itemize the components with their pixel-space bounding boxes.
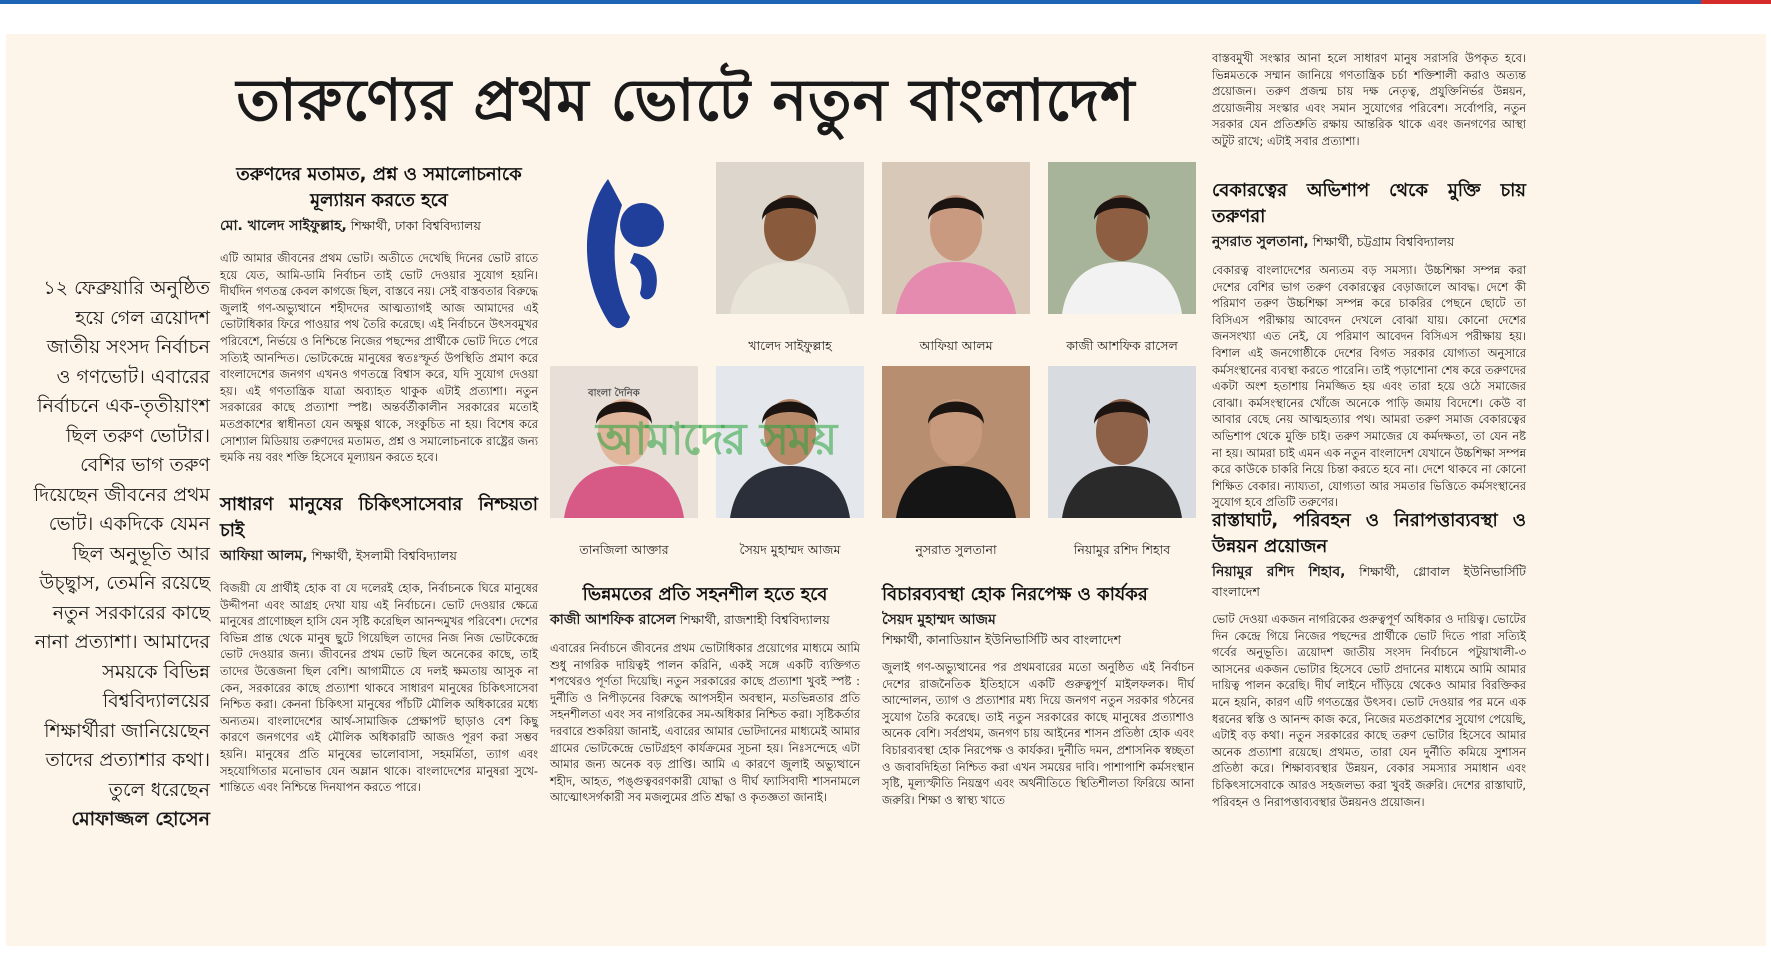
article-niamur-author: নিয়ামুর রশিদ শিহাব,	[1212, 564, 1346, 580]
caption-tanjila: তানজিলা আক্তার	[579, 542, 669, 557]
page-headline: তারুণ্যের প্রথম ভোটে নতুন বাংলাদেশ	[236, 66, 1136, 134]
article-nusrat-author: নুসরাত সুলতানা,	[1212, 234, 1309, 250]
portrait-khaled	[716, 162, 864, 314]
caption-khaled: খালেদ সাইফুল্লাহ	[748, 338, 832, 353]
article-kazi-body: এবারের নির্বাচনে জীবনের প্রথম ভোটাধিকার প্রয়োগের মাধ্যমে আমি শুধু নাগরিক দায়িত্বই পালন করিনি, একই সঙ্গে একটি ব্যক্তিগত শপথেরও পূর্ণতা দিয়েছি। নতুন সরকারের কাছে প্রত্যাশা খুবই স্পষ্ট : দুর্নীতি ও নিপীড়নের বিরুদ্ধে আপসহীন অবস্থান, মতভিন্নতার প্রতি সহনশীলতা এবং সব নাগরিকের সম-অধিকার নিশ্চিত করা। সৃষ্টিকর্তার দরবারে শুকরিয়া জানাই, এবারের আমার ভোটদানের মাধ্যমেই আমার গ্রামের ভোটকেন্দ্রে ভোটগ্রহণ কার্যক্রমের সূচনা হয়। নিঃসন্দেহে এটা আমার জন্য অনেক বড় প্রাপ্তি। আমি এ কারণে জুলাই অভ্যুত্থানে শহীদ, আহত, পঙ্গুত্ববরণকারী যোদ্ধা ও দীর্ঘ ফ্যাসিবাদী শাসনামলে আত্মোৎসর্গকারী সব মজলুমের প্রতি শ্রদ্ধা ও কৃতজ্ঞতা জানাই।	[550, 641, 860, 805]
article-continuation-body: বাস্তবমুখী সংস্কার আনা হলে সাধারণ মানুষ সরাসরি উপকৃত হবে। ভিন্নমতকে সম্মান জানিয়ে গণতান্ত্রিক চর্চা শক্তিশালী করাও অত্যন্ত প্রয়োজন। তরুণ প্রজন্ম চায় দক্ষ নেতৃত্ব, প্রযুক্তিনির্ভর উন্নয়ন, প্রয়োজনীয় সংস্কার এবং সমান সুযোগের পরিবেশ। সর্বোপরি, নতুন সরকার যেন প্রতিশ্রুতি রক্ষায় আন্তরিক থাকে এবং জনগণের আস্থা অটুট রাখে; এটাই সবার প্রত্যাশা।	[1212, 51, 1526, 148]
article-nusrat-body: বেকারত্ব বাংলাদেশের অন্যতম বড় সমস্যা। উচ্চশিক্ষা সম্পন্ন করা দেশের বেশির ভাগ তরুণ বেকারত্বের বেড়াজালে আবদ্ধ। দেশে কী পরিমাণ তরুণ উচ্চশিক্ষা সম্পন্ন করে চাকরির পেছনে ছোটে তা বিসিএস পরীক্ষায় আবেদন দেখলে বোঝা যায়। কোনো দেশের জনসংখ্যা এত নেই, যে পরিমাণ আবেদন বিসিএস পরীক্ষায় হয়। বিশাল এই জনগোষ্ঠীকে দেশের বিগত সরকার যোগ্যতা অনুসারে কর্মসংস্থানের ব্যবস্থা করতে পারেনি। তাই পড়াশোনা শেষ করে তরুণদের একটা অংশ হতাশায় নিমজ্জিত হয় এবং তারা হয়ে ওঠে সমাজের বোঝা। কর্মসংস্থানের খোঁজে অনেকে পাড়ি জমায় বিদেশে। কেউ বা আবার বেছে নেয় আত্মহত্যার পথ। আমরা তরুণ সমাজ বেকারত্বের অভিশাপ থেকে মুক্তি চাই। তরুণ সমাজের যে কর্মদক্ষতা, তা যেন নষ্ট না হয়। আমরা চাই এমন এক নতুন বাংলাদেশ যেখানে উচ্চশিক্ষা সম্পন্ন করে কাউকে চাকরি নিয়ে চিন্তা করতে হবে না। দেশে থাকবে না কোনো শিক্ষিত বেকার। ন্যায্যতা, যোগ্যতা আর সমতার ভিত্তিতে কর্মসংস্থানের সুযোগ হবে প্রতিটি তরুণের।	[1212, 263, 1526, 510]
lede-intro	[32, 274, 210, 835]
article-kazi-title: ভিন্নমতের প্রতি সহনশীল হতে হবে	[582, 584, 828, 605]
article-khaled-author: মো. খালেদ সাইফুল্লাহ,	[220, 218, 347, 234]
photo-nusrat	[882, 366, 1030, 538]
article-kazi-byline	[550, 610, 860, 630]
lede-text: ১২ ফেব্রুয়ারি অনুষ্ঠিত হয়ে গেল ত্রয়োদশ জাতীয় সংসদ নির্বাচন ও গণভোট। এবারের নির্বাচনে এক-তৃতীয়াংশ ছিল তরুণ ভোটার। বেশির ভাগ তরুণ দিয়েছেন জীবনের প্রথম ভোট। একদিকে যেমন ছিল অনুভূতি আর উচ্ছ্বাস, তেমনি রয়েছে নতুন সরকারের কাছে নানা প্রত্যাশা। আমাদের সময়কে বিভিন্ন বিশ্ববিদ্যালয়ের শিক্ষার্থীরা জানিয়েছেন তাদের প্রত্যাশার কথা। তুলে ধরেছেন	[33, 277, 210, 801]
article-khaled-affil: শিক্ষার্থী, ঢাকা বিশ্ববিদ্যালয়	[350, 218, 481, 233]
watermark-logo: আমাদের সময়	[596, 414, 837, 465]
lede-credit: মোফাজ্জল হোসেন	[71, 808, 210, 830]
photo-khaled	[716, 162, 864, 334]
article-afia-author: আফিয়া আলম,	[220, 548, 308, 564]
article-niamur-byline	[1212, 562, 1526, 601]
article-afia-byline	[220, 546, 538, 566]
portrait-niamur	[1048, 366, 1196, 518]
watermark-small: বাংলা দৈনিক	[588, 388, 640, 399]
article-nusrat-affil: শিক্ষার্থী, চট্টগ্রাম বিশ্ববিদ্যালয়	[1312, 234, 1455, 249]
article-khaled	[220, 162, 538, 466]
article-kazi-affil: শিক্ষার্থী, রাজশাহী বিশ্ববিদ্যালয়	[679, 612, 830, 627]
article-sayed-byline	[882, 610, 1194, 649]
caption-afia: আফিয়া আলম	[919, 338, 993, 353]
article-nusrat-title: বেকারত্বের অভিশাপ থেকে মুক্তি চায় তরুণরা	[1212, 180, 1526, 227]
article-afia-title: সাধারণ মানুষের চিকিৎসাসেবার নিশ্চয়তা চাই	[220, 494, 538, 541]
caption-nusrat: নুসরাত সুলতানা	[915, 542, 997, 557]
article-sayed-author: সৈয়দ মুহাম্মদ আজম	[882, 612, 996, 628]
top-accent-bar	[0, 0, 1771, 4]
photo-kazi	[1048, 162, 1196, 334]
photo-niamur	[1048, 366, 1196, 538]
article-kazi	[550, 582, 860, 806]
article-khaled-byline	[220, 216, 538, 236]
caption-kazi: কাজী আশফিক রাসেল	[1066, 338, 1178, 353]
caption-sayed: সৈয়দ মুহাম্মদ আজম	[739, 542, 841, 557]
article-sayed-body: জুলাই গণ-অভ্যুত্থানের পর প্রথমবারের মতো অনুষ্ঠিত এই নির্বাচন দেশের রাজনৈতিক ইতিহাসে একটি গুরুত্বপূর্ণ মাইলফলক। দীর্ঘ আন্দোলন, ত্যাগ ও প্রত্যাশার মধ্য দিয়ে জনগণ নতুন সরকার গঠনের সুযোগ তৈরি করেছে। তাই নতুন সরকারের কাছে মানুষের প্রত্যাশাও অনেক বেশি। সর্বপ্রথম, জনগণ চায় আইনের শাসন প্রতিষ্ঠা হোক এবং বিচারব্যবস্থা হোক নিরপেক্ষ ও কার্যকর। দুর্নীতি দমন, প্রশাসনিক স্বচ্ছতা ও জবাবদিহিতা নিশ্চিত করা এখন সময়ের দাবি। পাশাপাশি কর্মসংস্থান সৃষ্টি, মূল্যস্ফীতি নিয়ন্ত্রণ এবং অর্থনীতিতে স্থিতিশীলতা ফিরিয়ে আনা জরুরি। শিক্ষা ও স্বাস্থ্য খাতে	[882, 660, 1194, 807]
article-afia	[220, 492, 538, 796]
top-accent-red	[1701, 0, 1771, 4]
article-niamur	[1212, 508, 1526, 810]
photo-afia	[882, 162, 1030, 334]
article-niamur-body: ভোট দেওয়া একজন নাগরিকের গুরুত্বপূর্ণ অধিকার ও দায়িত্ব। ভোটের দিন কেন্দ্রে গিয়ে নিজের পছন্দের প্রার্থীকে ভোট দিতে পারা সত্যিই গর্বের অনুভূতি। ত্রয়োদশ জাতীয় সংসদ নির্বাচনে পটুয়াখালী-৩ আসনের একজন ভোটার হিসেবে ভোট প্রদানের মাধ্যমে আমি আমার দায়িত্ব পালন করেছি। দীর্ঘ লাইনে দাঁড়িয়ে থেকেও আমার বিরক্তিকর মনে হয়নি, কারণ এটি গণতন্ত্রের উৎসব। ভোট দেওয়ার পর মনে এক ধরনের স্বস্তি ও আনন্দ কাজ করে, নিজের মতপ্রকাশের সুযোগ পেয়েছি, এটাই বড় কথা। নতুন সরকারের কাছে তরুণ ভোটার হিসেবে আমার অনেক প্রত্যাশা রয়েছে। প্রথমত, তারা যেন দুর্নীতি কমিয়ে সুশাসন প্রতিষ্ঠা করে। শিক্ষাব্যবস্থার উন্নয়ন, বেকার সমস্যার সমাধান এবং চিকিৎসাসেবাকে আরও সহজলভ্য করা খুবই জরুরি। দেশের রাস্তাঘাট, পরিবহন ও নিরাপত্তাব্যবস্থার উন্নয়নও প্রয়োজন।	[1212, 612, 1526, 809]
article-sayed-title: বিচারব্যবস্থা হোক নিরপেক্ষ ও কার্যকর	[882, 584, 1148, 605]
article-nusrat-byline	[1212, 232, 1526, 252]
article-niamur-affil: শিক্ষার্থী, গ্লোবাল ইউনিভার্সিটি বাংলাদেশ	[1212, 564, 1526, 599]
article-niamur-title: রাস্তাঘাট, পরিবহন ও নিরাপত্তাব্যবস্থা ও উন্নয়ন প্রয়োজন	[1212, 510, 1526, 557]
article-khaled-title: তরুণদের মতামত, প্রশ্ন ও সমালোচনাকে মূল্যায়ন করতে হবে	[236, 164, 522, 211]
newspaper-page	[6, 34, 1766, 946]
caption-niamur: নিয়ামুর রশিদ শিহাব	[1073, 542, 1171, 557]
portrait-afia	[882, 162, 1030, 314]
article-khaled-body: এটি আমার জীবনের প্রথম ভোট। অতীতে দেখেছি দিনের ভোট রাতে হয়ে যেত, আমি-ডামি নির্বাচন তাই ভোট দেওয়ার সুযোগ হয়নি। দীর্ঘদিন গণতন্ত্র কেবল কাগজে ছিল, বাস্তবে নয়। সেই বাস্তবতার বিরুদ্ধে জুলাই গণ-অভ্যুত্থানে শহীদদের আত্মত্যাগই আজ আমাদের এই ভোটাধিকার ফিরে পাওয়ার পথ তৈরি করেছে। এই নির্বাচনে উৎসবমুখর পরিবেশে, নির্ভয়ে ও নিশ্চিন্তে নিজের পছন্দের প্রার্থীকে ভোট দিতে পেরে সত্যিই আনন্দিত। ভোটকেন্দ্রে মানুষের স্বতঃস্ফূর্ত উপস্থিতি প্রমাণ করে বাংলাদেশের জনগণ এখনও গণতন্ত্রে বিশ্বাস করে, যদি সুযোগ দেওয়া হয়। এই গণতান্ত্রিক যাত্রা অব্যাহত থাকুক এটাই প্রত্যাশা। নতুন সরকারের কাছে প্রত্যাশা স্পষ্ট। অন্তর্বর্তীকালীন সরকারের মতোই মতপ্রকাশের স্বাধীনতা যেন অক্ষুণ্ণ থাকে, সংকুচিত না হয়। বিশেষ করে সোশ্যাল মিডিয়ায় তরুণদের মতামত, প্রশ্ন ও সমালোচনাকে রাষ্ট্রের জন্য হুমকি নয় বরং শক্তি হিসেবে মূল্যায়ন করতে হবে।	[220, 251, 538, 465]
article-sayed-affil: শিক্ষার্থী, কানাডিয়ান ইউনিভার্সিটি অব বাংলাদেশ	[882, 632, 1122, 647]
article-kazi-author: কাজী আশফিক রাসেল	[550, 612, 676, 628]
newspaper-logo	[574, 169, 694, 349]
portrait-kazi	[1048, 162, 1196, 314]
portrait-nusrat	[882, 366, 1030, 518]
article-afia-affil: শিক্ষার্থী, ইসলামী বিশ্ববিদ্যালয়	[311, 548, 457, 563]
article-continuation	[1212, 50, 1526, 150]
article-nusrat	[1212, 178, 1526, 511]
article-sayed	[882, 582, 1194, 808]
article-afia-body: বিজয়ী যে প্রার্থীই হোক বা যে দলেরই হোক, নির্বাচনকে ঘিরে মানুষের উদ্দীপনা এবং আগ্রহ দেখা যায় এই নির্বাচনে। ভোট দেওয়ার ক্ষেত্রে মানুষের প্রাণোচ্ছল হাসি যেন সৃষ্টি করেছিল আনন্দমুখর পরিবেশ। দেশের বিভিন্ন প্রান্ত থেকে মানুষ ছুটে গিয়েছিল তাদের নিজ নিজ ভোটকেন্দ্রে ভোট দেওয়ার জন্য। জীবনের প্রথম ভোট ছিল অনেকের কাছে, তাই তাদের উত্তেজনা ছিল বেশি। আগামীতে যে দলই ক্ষমতায় আসুক না কেন, সরকারের কাছে প্রত্যাশা থাকবে সাধারণ মানুষের চিকিৎসাসেবা নিশ্চিত করা। কেননা চিকিৎসা মানুষের পাঁচটি মৌলিক অধিকারের মধ্যে অন্যতম। বাংলাদেশের আর্থ-সামাজিক প্রেক্ষাপট ছাড়াও বেশ কিছু কারণে জনগণের এই মৌলিক অধিকারটি আজও পূরণ করা সম্ভব হয়নি। মানুষের প্রতি মানুষের ভালোবাসা, সহমর্মিতা, ত্যাগ এবং সহযোগিতার মনোভাব যেন অম্লান থাকে। বাংলাদেশের মানুষরা সুখে-শান্তিতে এবং নিশ্চিন্তে দিনযাপন করতে পারে।	[220, 581, 538, 795]
